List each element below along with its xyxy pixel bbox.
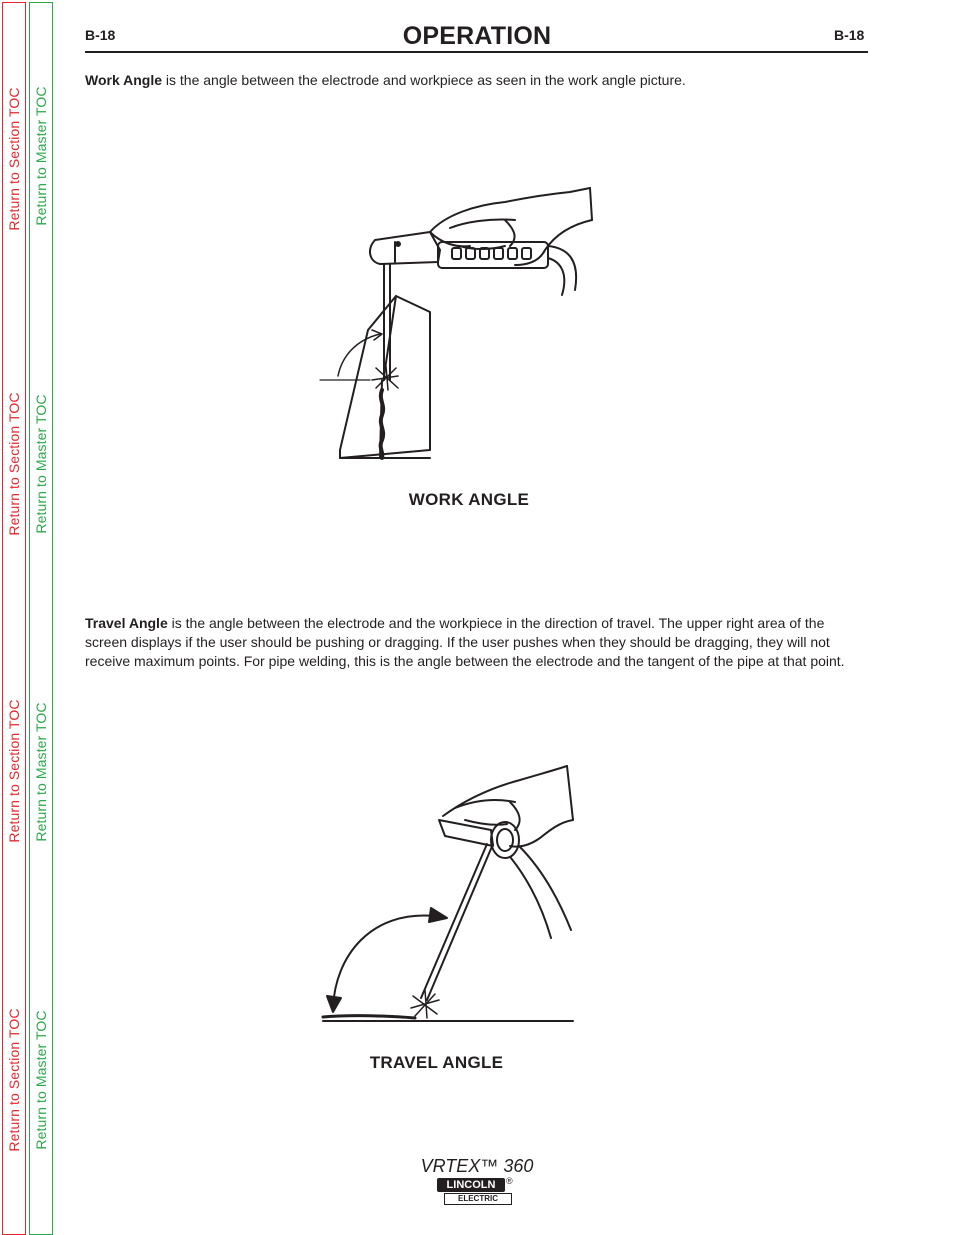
work-angle-term: Work Angle: [85, 72, 163, 88]
travel-angle-paragraph: [85, 614, 868, 671]
work-angle-illustration: [300, 180, 610, 480]
return-to-section-toc-link[interactable]: Return to Section TOC: [6, 87, 22, 231]
lincoln-electric-logo: [437, 1178, 513, 1208]
logo-registered-mark: ®: [506, 1176, 513, 1186]
work-angle-text: is the angle between the electrode and workpiece as seen in the work angle picture.: [162, 72, 686, 88]
return-to-section-toc-link[interactable]: Return to Section TOC: [6, 699, 22, 843]
page-number-left: B-18: [85, 27, 116, 43]
work-angle-paragraph: [85, 71, 868, 90]
section-toc-sidebar: [2, 2, 26, 1235]
return-to-master-toc-link[interactable]: Return to Master TOC: [33, 86, 49, 226]
work-angle-caption: WORK ANGLE: [408, 490, 530, 509]
header-rule: [85, 51, 868, 53]
logo-bottom-text: ELECTRIC: [444, 1193, 512, 1205]
return-to-master-toc-link[interactable]: Return to Master TOC: [33, 1010, 49, 1150]
travel-angle-text: is the angle between the electrode and the workpiece in the direction of travel. The upper right area of the screen displays if the user should be pushing or dragging. If the user pushes when they should be dragging, they will not receive maximum points. For pipe welding, this is the angle between the electrode and the tangent of the pipe at that point.: [85, 615, 845, 669]
master-toc-sidebar: [29, 2, 53, 1235]
logo-top-text: LINCOLN: [437, 1178, 505, 1192]
return-to-section-toc-link[interactable]: Return to Section TOC: [6, 392, 22, 536]
travel-angle-illustration: [315, 760, 585, 1030]
travel-angle-term: Travel Angle: [85, 615, 168, 631]
return-to-section-toc-link[interactable]: Return to Section TOC: [6, 1008, 22, 1152]
page-title: OPERATION: [402, 22, 552, 50]
page-number-right: B-18: [834, 27, 865, 43]
model-name: VRTEX™ 360: [420, 1156, 534, 1176]
return-to-master-toc-link[interactable]: Return to Master TOC: [33, 394, 49, 534]
return-to-master-toc-link[interactable]: Return to Master TOC: [33, 702, 49, 842]
travel-angle-caption: TRAVEL ANGLE: [369, 1053, 504, 1072]
